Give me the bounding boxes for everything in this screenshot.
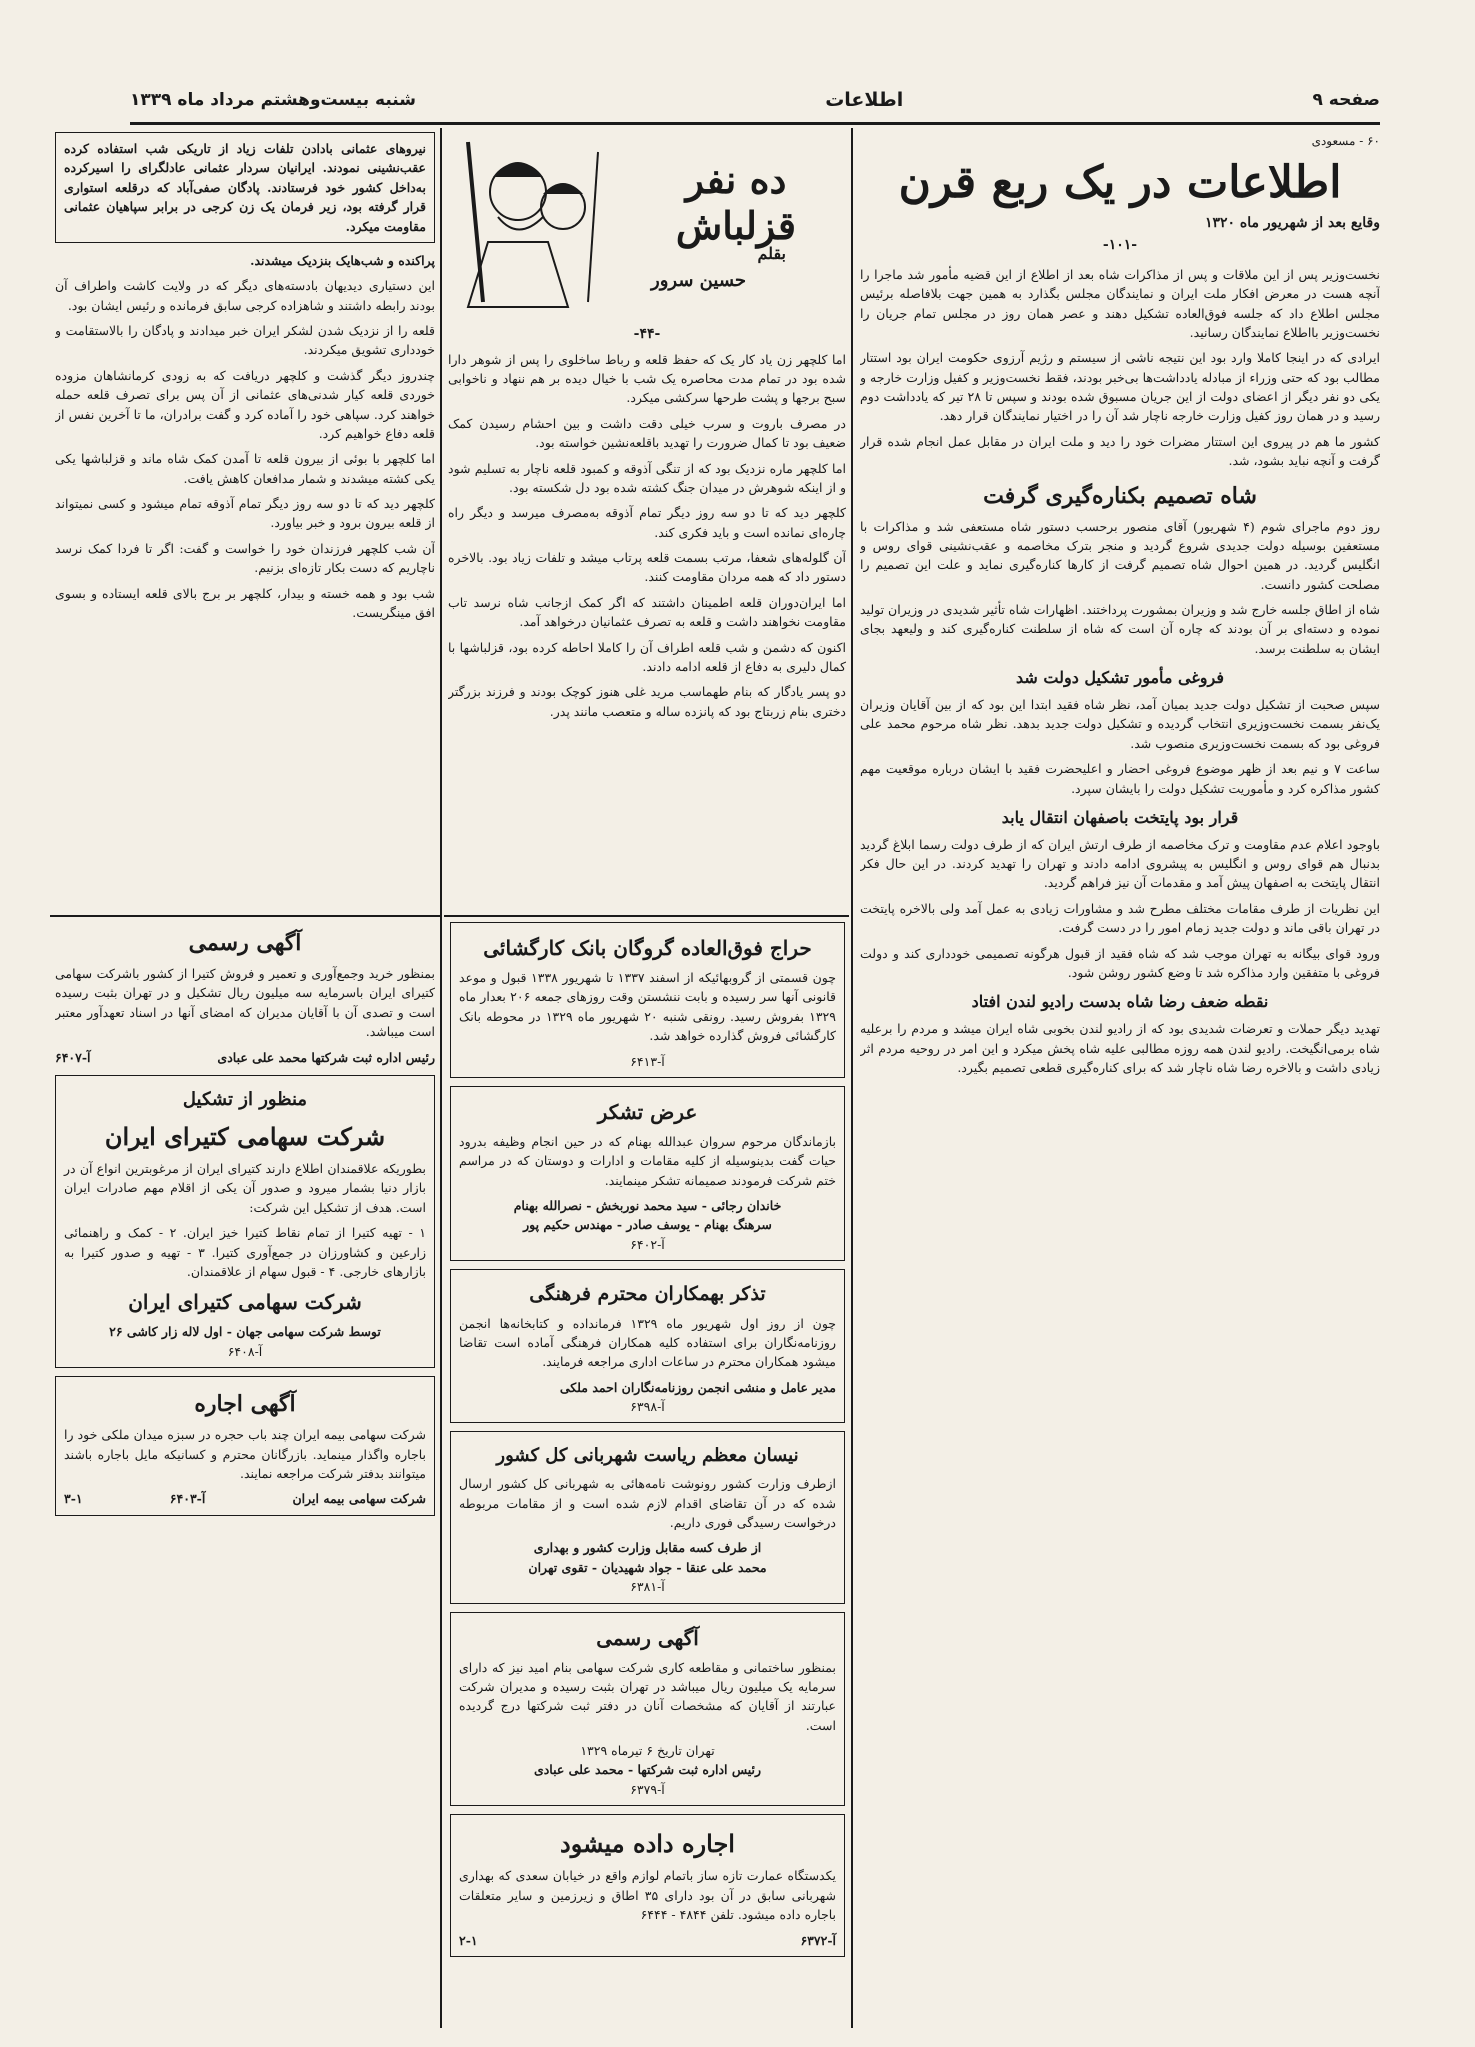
ad-body: یکدستگاه عمارت تازه ساز باتمام لوازم واقع در خیابان سعدی که بهداری شهربانی سابق در آن بود دارای ۳۵ اطاق و زیرزمین و سایر متعلقات باجاره داده میشود. تلفن ۴۸۴۴ - ۶۴۴۴: [459, 1868, 836, 1923]
ad-names: محمد علی عنقا - جواد شهیدیان - تقوی تهران: [528, 1559, 767, 1575]
paragraph: در مصرف باروت و سرب خیلی دقت داشت و بین احشام رسیدن کمک ضعیف بود تا کمال ضرورت را تهدید باقلعه‌نشین خواسته بود.: [448, 415, 846, 451]
article-subtitle: وقایع بعد از شهریور ماه ۱۳۲۰: [1204, 215, 1380, 232]
ad-body: بطوریکه علاقمندان اطلاع دارند کتیرای ایران از مرغوبترین انواع آن در بازار دنیا بشمار میرود و صدور آن یکی از اقلام مهم صادرات ایران است. هدف از تشکیل این شرکت:: [64, 1161, 426, 1215]
paragraph: اما کلچهر با بوئی از بیرون قلعه تا آمدن کمک شاه ماند و قزلباشها یکی یکی کشته میشدند و شمار مدافعان کاهش یافت.: [55, 451, 435, 486]
ad-body: چون از روز اول شهریور ماه ۱۳۲۹ فرمانداده و کتابخانه‌ها انجمن روزنامه‌نگاران برای استفاده کلیه همکاران فرهنگی آماده است تقاضا میشود همکاران محترم در ساعات اداری مراجعه فرمایند.: [459, 1315, 836, 1370]
paragraph: چندروز دیگر گذشت و کلچهر دریافت که به زودی کرمانشاهان مزوده خوردی قلعه کیار شدنی‌های عثمانی از آن پس برای تصرف قلعه حمله خواهند کرد. سپاهی خود را آماده کرد و گفت برادران، ما تا آخرین نفس از قلعه دفاع خواهیم کرد.: [55, 367, 435, 441]
ad-body: بمنظور خرید وجمع‌آوری و تعمیر و فروش کتیرا از کشور باشرکت سهامی کتیرای ایران باسرمایه سه میلیون ریال تشکیل و در تهران بثبت رسیده است و تصدی آن با آقایان مدیران که امضای آنها در اسناد تعهدآور معتبر است میباشد.: [55, 966, 435, 1040]
ad-title: عرض تشکر: [597, 1099, 698, 1124]
story-title: ده نفر قزلباش: [675, 157, 797, 248]
ad-body: ازطرف وزارت کشور رونوشت نامه‌هائی به شهربانی کل کشور ارسال شده که در آن تقاضای اقدام لازم شده است و از مقامات مربوطه درخواست رسیدگی فوری داریم.: [459, 1476, 836, 1531]
issue-date: شنبه بیست‌وهشتم مرداد ماه ۱۳۳۹: [130, 90, 416, 110]
section-rule-left: [50, 915, 440, 917]
thanks-notice: [450, 1086, 845, 1261]
ad-code: ۳-۱: [64, 1491, 83, 1507]
ad-code: آ-۶۴۰۷: [55, 1049, 91, 1065]
left-ads-column: [55, 922, 435, 2027]
ad-title: شرکت سهامی کتیرای ایران: [104, 1121, 386, 1151]
middle-ads-column: [450, 922, 845, 2027]
ad-signature: از طرف کسه مقابل وزارت کشور و بهداری: [533, 1540, 762, 1556]
ad-title: اجاره داده میشود: [560, 1829, 735, 1859]
paragraph: تهدید دیگر حملات و تعرضات شدیدی بود که از رادیو لندن بخوبی شاه ایران میشد و مردم را برعلیه شاه برمی‌انگیخت. رادیو لندن همه روزه مطالبی علیه شاه پخش میکرد و این امر در روحیه مردم اثر زیادی داشت و بالاخره رضا شاه ناچار شد که برای کناره‌گیری قطعی تصمیم بگیرد.: [860, 1021, 1380, 1075]
paragraph: باوجود اعلام عدم مقاومت و ترک مخاصمه از طرف ارتش ایران که از طرف دولت رسما ابلاغ گردید بدنبال هم قوای روس و انگلیس به پیشروی ادامه دادند و تهران را تهدید کردند. در این حال فکر انتقال پایتخت به اصفهان پیش آمد و مقدمات آن نیز فراهم گردید.: [860, 836, 1380, 891]
story-header: [448, 132, 846, 322]
ad-signature: شرکت سهامی کتیرای ایران: [128, 1290, 362, 1315]
story-author: حسین سرور: [651, 270, 746, 291]
official-notice: [450, 1612, 845, 1807]
column-divider-left: [440, 128, 442, 2028]
ad-signature-row: [55, 1048, 435, 1067]
company-formation-notice: [55, 1075, 435, 1368]
serial-story-column: [448, 132, 846, 912]
rental-notice: [450, 1814, 845, 1957]
ad-title: تذکر بهمکاران محترم فرهنگی: [529, 1283, 766, 1306]
ad-signature: رئیس اداره ثبت شرکتها - محمد علی عبادی: [533, 1762, 762, 1778]
ad-codes: [459, 1931, 836, 1950]
ad-list: ۱ - تهیه کتیرا از تمام نقاط کتیرا خیز ایران. ۲ - کمک و راهنمائی زارعین و کشاورزان در جمع‌آوری کتیرا. ۳ - تهیه و صدور کتیرا به بازارهای خارجی. ۴ - قبول سهام از علاقمندان.: [64, 1225, 427, 1279]
ad-signature-row: [64, 1489, 426, 1508]
ad-body: بازماندگان مرحوم سروان عبدالله بهنام که در حین انجام وظیفه بدرود حیات گفت بدینوسیله از کلیه مقامات و ادارات و دوستان که در مراسم ختم شرکت فرمودند صمیمانه تشکر مینمایند.: [459, 1133, 836, 1188]
ad-code: آ-۶۴۱۳: [630, 1053, 665, 1069]
story-episode-number: -۴۴-: [633, 326, 661, 342]
section-heading: فروغی مأمور تشکیل دولت شد: [1016, 668, 1224, 688]
paragraph: ایرادی که در اینجا کاملا وارد بود این نتیجه ناشی از سیستم و رژیم آرزوی حکومت ایران بود استتار مطالب بود که حتی وزراء از مبادله یادداشت‌ها بی‌خبر بودند، فقط نخست‌وزیر و کفیل وزارت خارجه و یکی دو نفر دیگر از اعضای دولت از این جریان مسبوق شده بودند و سپس تا ۲۸ تیر که یادداشت دوم رسید و در همان روز کفیل وزارت خارجه ناچار شد آن را در اختیار نمایندگان قرار دهد.: [860, 350, 1380, 424]
masthead: [130, 80, 1380, 120]
police-notice: [450, 1431, 845, 1603]
ad-code: آ-۶۳۹۸: [630, 1399, 665, 1415]
story-summary-box: نیروهای عثمانی بادادن تلفات زیاد از تاریکی شب استفاده کرده عقب‌نشینی نمودند. ایرانیان سردار عثمانی عادلگرای را اسیرکرده به‌داخل کشور خود فرستادند. پادگان صفی‌آباد که درقلعه استواری قرار گرفته بود، زیر فرمان یک زن کرجی در برابر سپاهیان عثمانی مقاومت میکرد.: [55, 132, 435, 243]
paragraph: اما ایران‌دوران قلعه اطمینان داشتند که اگر کمک ازجانب شاه نرسد تاب مقاومت نخواهند داشت و قلعه به تصرف عثمانیان درخواهد آمد.: [448, 594, 846, 630]
paragraph: این نظریات از طرف مقامات مختلف مطرح شد و مشاورات زیادی به عمل آمد ولی بالاخره پایتخت در تهران باقی ماند و دولت جدید زمام امور را در دست گرفت.: [860, 900, 1380, 936]
rental-notice: [55, 1376, 435, 1516]
ad-signature: مدیر عامل و منشی انجمن روزنامه‌نگاران احمد ملکی: [559, 1379, 836, 1395]
paragraph: آن گلوله‌های شعفا، مرتب بسمت قلعه پرتاب میشد و تلفات زیاد بود. بالاخره دستور داد که همه مردان مقاومت کنند.: [448, 550, 846, 585]
official-notice: [55, 926, 435, 1067]
ad-signature: رئیس اداره ثبت شرکتها محمد علی عبادی: [217, 1049, 435, 1065]
article-tag: ۶۰ - مسعودی: [1311, 134, 1380, 148]
ad-names: خاندان رجائی - سید محمد نوربخش - نصرالله بهنام: [513, 1198, 782, 1213]
ad-title: آگهی رسمی: [188, 930, 302, 956]
section-heading: شاه تصمیم بکناره‌گیری گرفت: [983, 482, 1257, 509]
paragraph: اما کلچهر زن یاد کار یک که حفظ قلعه و رباط ساخلوی را پس از شوهر دارا شده بود در تمام مدت محاصره یک شب با خیال دیده بر هم ننهاد و ناخوابی سبح برجها و پشت طرحها سرکشی میکرد.: [448, 351, 846, 406]
ad-title: آگهی رسمی: [596, 1625, 699, 1650]
ad-body: بمنظور ساختمانی و مقاطعه کاری شرکت سهامی بنام امید نیز که دارای سرمایه یک میلیون ریال میباشد در تهران بثبت رسیده و مدیران شرکت عبارتند از آقایان که مشخصات آنان در دفتر ثبت شرکتها درج گردیده است.: [459, 1659, 836, 1733]
ad-body: شرکت سهامی بیمه ایران چند باب حجره در سبزه میدان ملکی خود را باجاره واگذار مینماید. بازرگانان محترم و کسانیکه مایل باجاره باشند میتوانند بدفتر شرکت مراجعه نمایند.: [64, 1427, 426, 1481]
paragraph: سپس صحبت از تشکیل دولت جدید بمیان آمد، نظر شاه فقید ابتدا این بود که از بین آقایان وزیران یک‌نفر بسمت نخست‌وزیری انتخاب گردیده و تشکیل دولت جدید بدهد. نظر شاه مرحوم محمد علی فروغی بود که بسمت نخست‌وزیری منصوب شد.: [860, 697, 1380, 751]
paragraph: این دستیاری دیدیهان بادسته‌های دیگر که در ولایت کاشت واطراف آن بودند رابطه داشتند و شاهزاده کرجی سابق فرمانده و رئیس ایشان بود.: [55, 278, 435, 313]
masthead-rule: [130, 122, 1380, 125]
ad-title: آگهی اجاره: [194, 1391, 296, 1418]
ad-title: حراج فوق‌العاده گروگان بانک کارگشائی: [483, 936, 812, 960]
ad-names: سرهنگ بهنام - یوسف صادر - مهندس حکیم پور: [523, 1217, 772, 1233]
ad-code: آ-۶۴۰۲: [630, 1236, 665, 1252]
section-heading: قرار بود پایتخت باصفهان انتقال یابد: [1001, 807, 1239, 827]
paragraph: اکنون که دشمن و شب قلعه اطراف آن را کاملا احاطه کرده بود، قزلباشها با کمال دلیری به دفاع از قلعه ادامه دادند.: [448, 639, 846, 674]
paragraph: اما کلچهر ماره نزدیک بود که از تنگی آذوقه و کمبود قلعه ناچار به تسلیم شود و از اینکه شوهرش در میدان جنگ کشته شده بود دل شکسته بود.: [448, 460, 846, 495]
ad-code: آ-۶۴۰۳: [169, 1491, 206, 1507]
ad-address: توسط شرکت سهامی جهان - اول لاله زار کاشی ۲۶: [109, 1324, 381, 1340]
paragraph: دو پسر یادگار که بنام طهماسب مرید غلی هنوز کوچک بودند و فرزند بزرگتر دختری بنام زربتاج بود که پانزده ساله و متعصب مانند پدر.: [448, 684, 846, 719]
ad-date: تهران تاریخ ۶ تیرماه ۱۳۲۹: [580, 1743, 715, 1759]
paragraph: شب بود و همه خسته و بیدار، کلچهر بر برج بالای قلعه ایستاده و بسوی افق مینگریست.: [55, 585, 435, 620]
article-title: اطلاعات در یک ربع قرن: [898, 156, 1342, 208]
paragraph: کلچهر دید که تا دو سه روز دیگر تمام آذوقه به‌مصرف میرسد و دیگر راه چاره‌ای نمانده است و باید فکری کند.: [448, 505, 846, 540]
column-divider-right: [851, 128, 853, 2028]
ad-code: آ-۶۴۰۸: [227, 1343, 263, 1359]
paragraph: نخست‌وزیر پس از این ملاقات و پس از مذاکرات شاه بعد از اطلاع از این قضیه مأمور شد ماجرا را آنچه هست در معرض افکار ملت ایران و نمایندگان مجلس بگذارد به همین جهت بلافاصله برئیس مجلس اطلاع داد که جلسه فوق‌العاده تشکیل دهند و عصر همان روز در مجلس تمام جریان را نخست‌وزیر بااطلاع نمایندگان رسانید.: [860, 266, 1380, 340]
ad-code: آ-۶۳۷۲: [800, 1932, 836, 1948]
ad-body: چون قسمتی از گروبهائیکه از اسفند ۱۳۳۷ تا شهریور ۱۳۳۸ قبول و موعد قانونی آنها سر رسیده و بابت ننشستن وقت روزهای جمعه ۲۰۶ بعدار ماه ۱۳۲۹ بفروش رسید. رونقی شنبه ۲۰ شهریور ماه ۱۳۲۹ در محوطه بانک کارگشائی فروش گذارده خواهد شد.: [459, 970, 836, 1044]
paragraph: پراکنده و شب‌هایک بنزدیک میشدند.: [250, 252, 435, 268]
paragraph: روز دوم ماجرای شوم (۴ شهریور) آقای منصور برحسب دستور شاه مستعفی شد و مذاکرات با مستعفین بوسیله دولت جدیدی شروع گردید و منجر بترک مخاصمه و عقب‌نشینی قوای روس و انگلیس گردید. در همین احوال شاه تصمیم گرفت از کارها کناره‌گیری نماید و علت این تصمیم را مصلحت کشور دانست.: [860, 518, 1380, 592]
qizilbash-warriors-illustration: [448, 132, 618, 312]
ad-title-small: منظور از تشکیل: [182, 1088, 308, 1110]
section-heading: نقطه ضعف رضا شاه بدست رادیو لندن افتاد: [971, 992, 1269, 1012]
paragraph: آن شب کلچهر فرزندان خود را خواست و گفت: اگر تا فردا کمک نرسد ناچاریم که دست بکار تازه‌ای بزنیم.: [55, 540, 435, 576]
section-rule-mid: [444, 915, 849, 917]
cultural-notice: [450, 1269, 845, 1423]
article-number: -۱۰۱-: [1102, 237, 1138, 254]
paragraph: کلچهر دید که تا دو سه روز دیگر تمام آذوقه تمام میشود و کسی نمیتواند از قلعه بیرون برود و خبر بیاورد.: [55, 496, 435, 531]
article-history-column: [860, 132, 1380, 2027]
paper-name: اطلاعات: [825, 89, 904, 111]
ad-code: آ-۶۳۷۹: [630, 1781, 665, 1797]
paragraph: ورود قوای بیگانه به تهران موجب شد که شاه فقید از قبول هرگونه تصمیمی خودداری کند و دولت فروغی با متفقین وارد مذاکره شد تا وضع کشور روشن شود.: [860, 945, 1380, 980]
paragraph: شاه از اطاق جلسه خارج شد و وزیران بمشورت پرداختند. اظهارات شاه تأثیر شدیدی در وزیران تولید نموده و دسته‌ای بر آن بودند که چاره آن است که شاه از سلطنت کناره‌گیری کند و ولیعهد بجای ایشان به سلطنت برسد.: [860, 602, 1380, 656]
ad-code: آ-۶۳۸۱: [630, 1579, 665, 1595]
auction-notice: [450, 922, 845, 1078]
ad-signature: شرکت سهامی بیمه ایران: [292, 1491, 426, 1507]
ad-code: ۲-۱: [459, 1932, 478, 1948]
story-continuation-column: [55, 132, 435, 912]
ad-title: نیسان معظم ریاست شهربانی کل کشور: [496, 1445, 799, 1467]
story-byline-label: بقلم: [757, 244, 786, 263]
paragraph: کشور ما هم در پیروی این استتار مضرات خود را دید و ملت ایران در مقابل عمل انجام شده قرار گرفت و آنچه نباید بشود، شد.: [860, 433, 1380, 469]
paragraph: قلعه را از نزدیک شدن لشکر ایران خبر میدادند و پادگان را بالاستقامت و خودداری تشویق میکردند.: [55, 323, 435, 358]
paragraph: ساعت ۷ و نیم بعد از ظهر موضوع فروغی احضار و اعلیحضرت فقید با ایشان درباره موقعیت مهم کشور مذاکره کرد و مأموریت تشکیل دولت را بایشان سپرد.: [860, 761, 1380, 796]
page-number: صفحه ۹: [1312, 90, 1380, 110]
